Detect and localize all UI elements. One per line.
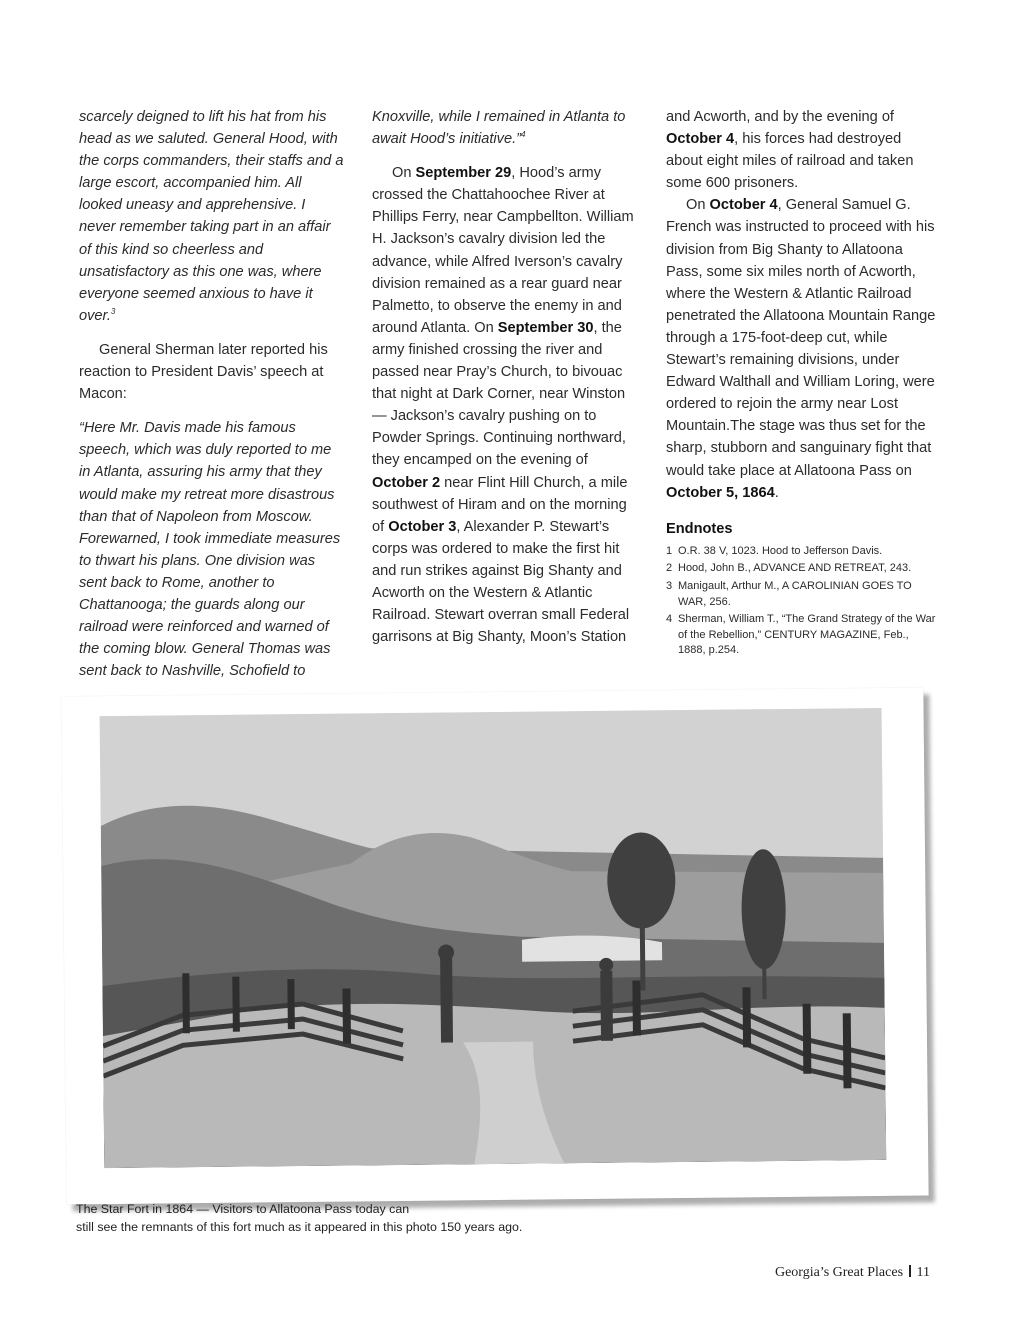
body-text: and Acworth, and by the evening of [666,109,894,125]
date-highlight: October 5, 1864 [666,484,775,501]
text-column-3 [666,106,938,661]
body-paragraph [372,162,638,648]
caption-line: The Star Fort in 1864 — Visitors to Allatoona Pass today can [76,1202,410,1216]
photo-frame [61,688,928,1205]
body-paragraph [666,106,938,194]
endnote-text: Hood, John B., ADVANCE AND RETREAT, 243. [678,562,912,575]
endnotes-heading: Endnotes [666,520,733,537]
endnote-item [666,561,938,577]
quote-block [372,106,638,150]
endnote-text: O.R. 38 V, 1023. Hood to Jefferson Davis. [678,544,883,557]
date-highlight: September 29 [415,165,512,182]
body-text: On [392,165,416,182]
endnote-ref[interactable]: 4 [520,130,526,140]
date-highlight: October 2 [372,474,441,491]
quote-block [79,106,345,327]
quote-text: scarcely deigned to lift his hat from his head as we saluted. General Hood, with the corps commanders, their staffs and a large escort, accompanied him. All looked uneasy and apprehensive. I never remember taking part in an affair of this kind so cheerless and unsatisfactory as this one was, where everyone seemed anxious to have it over. [79,109,344,324]
endnote-number: 3 [666,579,673,592]
star-fort-photo [100,708,887,1168]
photo-caption [76,1200,522,1236]
date-highlight: October 3 [388,518,457,535]
body-text: , his forces had destroyed about eight miles of railroad and taken some 600 prisoners. [666,131,914,192]
quote-text: Knoxville, while I remained in Atlanta to await Hood’s initiative.” [372,109,626,148]
endnote-text: Manigault, Arthur M., A CAROLINIAN GOES TO WAR, 256. [678,579,912,608]
footer-divider [909,1265,911,1277]
body-text: , General Samuel G. French was instructed to proceed with his division from Big Shanty to Allatoona Pass, some six miles north of Acworth, where the Western & Atlantic Railroad penetrated the Allatoona Mountain Range through a 175-foot-deep cut, while Stewart’s remaining divisions, under Edward Walthall and William Loring, were ordered to rejoin the army near Lost Mountain.The stage was thus set for the sharp, stubborn and sanguinary fight that would take place at Allatoona Pass on [666,197,936,479]
endnote-number: 1 [666,544,673,557]
date-highlight: October 4 [709,197,778,214]
caption-line: still see the remnants of this fort much as it appeared in this photo 150 years ago. [76,1220,523,1234]
body-paragraph: General Sherman later reported his reaction to President Davis’ speech at Macon: [79,341,328,403]
body-text: On [686,197,710,214]
quote-block: “Here Mr. Davis made his famous speech, which was duly reported to me in Atlanta, assuring his army that they would make my retreat more disastrous than that of Napoleon from Moscow. Forewarned, I took immediate measures to thwart his plans. One division was sent back to Rome, another to Chattanooga; the guards along our railroad were reinforced and warned of the coming blow. General Thomas was sent back to Nashville, Schofield to [79,420,341,680]
photo-illustration [100,708,887,1168]
endnote-number: 4 [666,613,673,626]
endnote-number: 2 [666,562,673,575]
text-column-2 [372,106,638,648]
endnote-text: Sherman, William T., “The Grand Strategy of the War of the Rebellion,” CENTURY MAGAZINE, Feb., 1888, p.254. [678,613,936,657]
date-highlight: October 4 [666,131,735,148]
publication-name: Georgia’s Great Places [774,1265,904,1280]
body-text: , the army finished crossing the river and passed near Pray’s Church, to bivouac that night at Dark Corner, near Winston — Jackson’s cavalry pushing on to Powder Springs. Continuing northward, they encamped on the evening of [372,319,626,469]
page-number: 11 [916,1265,930,1280]
endnote-ref[interactable]: 3 [110,306,116,316]
endnote-item [666,579,938,610]
date-highlight: September 30 [497,319,594,336]
body-text: , Alexander P. Stewart’s corps was ordered to make the first hit and run strikes against Big Shanty and Acworth on the Western & Atlantic Railroad. Stewart overran small Federal garrisons at Big Shanty, Moon’s Station [372,518,630,646]
text-column-1 [79,106,345,682]
body-paragraph [666,194,938,503]
body-text: near Flint Hill Church, a mile southwest of Hiram and on the morning of [372,474,628,535]
body-text: . [774,484,779,501]
page-footer [775,1265,930,1281]
endnote-item [666,612,938,659]
endnotes-list [666,544,938,659]
body-text: , Hood’s army crossed the Chattahoochee River at Phillips Ferry, near Campbellton. William H. Jackson’s cavalry division led the advance, while Alfred Iverson’s cavalry division remained as a rear guard near Palmetto, to observe the enemy in and around Atlanta. On [372,165,634,336]
endnote-item [666,544,938,560]
